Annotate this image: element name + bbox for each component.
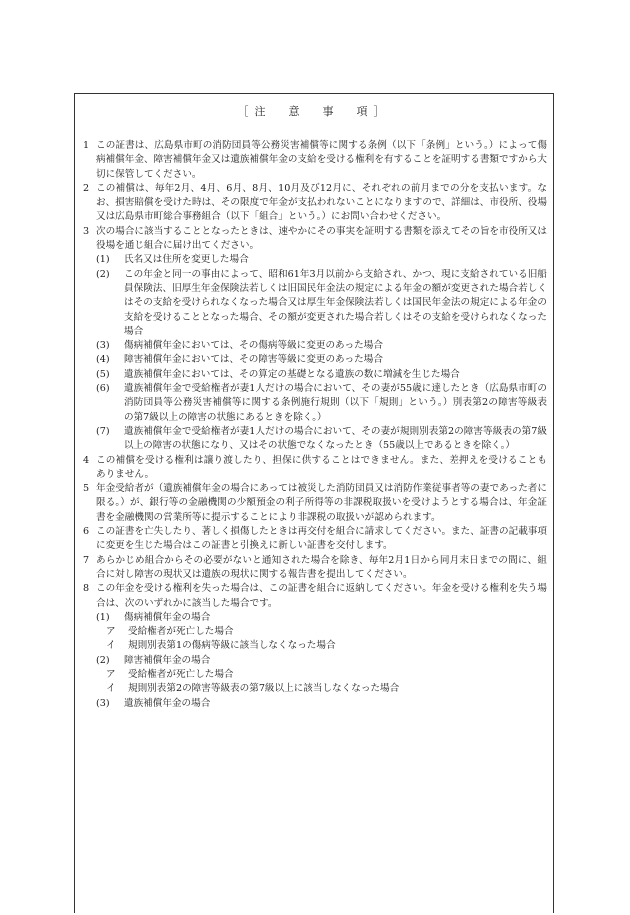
- subitem-text: この年金と同一の事由によって、昭和61年3月以前から支給され、かつ、現に支給されている旧船員保険法、旧厚生年金保険法若しくは旧国民年金法の規定による年金の額が変更された場合若しくはその支給を受けられなくなった場合又は厚生年金保険法若しくは国民年金法の規定による年金の支給を受けることとなった場合、その額が変更された場合若しくはその支給を受けられなくなった場合: [124, 268, 547, 337]
- notice-subsubitem: [83, 682, 547, 696]
- subitem-number: (7): [96, 425, 110, 437]
- item-text: この証書は、広島県市町の消防団員等公務災害補償等に関する条例（以下「条例」という。）によって傷病補償年金、障害補償年金又は遺族補償年金の支給を受ける権利を有することを証明する書類ですから大切に保管してください。: [96, 140, 547, 180]
- subitem-text: 遺族補償年金の場合: [124, 697, 211, 709]
- notice-item: [83, 525, 547, 554]
- notice-subitem: [83, 611, 547, 625]
- item-text: あらかじめ組合からその必要がないと通知された場合を除き、毎年2月1日から同月末日までの間に、組合に対し障害の現状又は遺族の現状に関する報告書を提出してください。: [96, 554, 547, 580]
- subitem-text: 傷病補償年金においては、その傷病等級に変更のあった場合: [124, 340, 383, 352]
- notice-subsubitem: [83, 625, 547, 639]
- item-text: 年金受給者が（遺族補償年金の場合にあっては被災した消防団員又は消防作業従事者等の妻であった者に限る。）が、銀行等の金融機関の少額預金の利子所得等の非課税取扱いを受けようとする場合は、年金証書を金融機関の営業所等に提示することにより非課税の取扱いが認められます。: [96, 483, 547, 523]
- notice-item: [83, 139, 547, 182]
- notice-item: [83, 225, 547, 254]
- subitem-number: (5): [96, 368, 110, 380]
- notice-heading: ［注 意 事 項］: [237, 105, 391, 118]
- subitem-number: (4): [96, 354, 110, 366]
- item-number: 1: [83, 140, 90, 151]
- item-text: この補償を受ける権利は譲り渡したり、担保に供することはできません。また、差押えを受けることもありません。: [96, 454, 547, 480]
- item-text: 次の場合に該当することとなったときは、速やかにその事実を証明する書類を添えてその旨を市役所又は役場を通じ組合に届け出てください。: [96, 225, 547, 252]
- item-text: この補償は、毎年2月、4月、6月、8月、10月及び12月に、それぞれの前月までの分を支払います。なお、損害賠償を受けた時は、その限度で年金が支払われないことになりますので、詳細は、市役所、役場又は広島県市町総合事務組合（以下「組合」という。）にお問い合わせください。: [96, 182, 547, 223]
- notice-item: [83, 482, 547, 525]
- subsubitem-number: ア: [106, 668, 116, 680]
- subitem-text: 障害補償年金の場合: [124, 654, 211, 666]
- item-number: 3: [83, 225, 90, 237]
- subsubitem-number: イ: [106, 640, 116, 652]
- subitem-number: (1): [96, 254, 110, 266]
- item-number: 2: [83, 182, 90, 194]
- notice-subsubitem: [83, 668, 547, 682]
- subitem-number: (3): [96, 340, 110, 352]
- subitem-number: (2): [96, 268, 110, 280]
- item-text: この証書を亡失したり、著しく損傷したときは再交付を組合に請求してください。また、証書の記載事項に変更を生じた場合はこの証書と引換えに新しい証書を交付します。: [96, 526, 547, 552]
- notice-subitem: [83, 654, 547, 668]
- notice-item: [83, 582, 547, 611]
- subitem-text: 氏名又は住所を変更した場合: [124, 254, 249, 266]
- notice-subitem: [83, 353, 547, 367]
- subitem-number: (6): [96, 383, 110, 395]
- subitem-text: 遺族補償年金で受給権者が妻1人だけの場合において、その妻が55歳に達したとき（広島県市町の消防団員等公務災害補償等に関する条例施行規則（以下「規則」という。）別表第2の障害等級表の第7級以上の障害の状態にあるときを除く。）: [124, 383, 547, 423]
- item-number: 8: [83, 583, 90, 595]
- notice-subitem: [83, 339, 547, 353]
- subitem-number: (2): [96, 654, 110, 666]
- subitem-text: 傷病補償年金の場合: [124, 611, 211, 623]
- notice-item: [83, 454, 547, 483]
- item-number: 7: [83, 554, 90, 566]
- item-number: 6: [83, 526, 90, 538]
- notice-subitem: [83, 253, 547, 267]
- notice-subitem: [83, 697, 547, 711]
- notice-body: [75, 139, 553, 711]
- subitem-text: 遺族補償年金においては、その算定の基礎となる遺族の数に増減を生じた場合: [124, 368, 460, 380]
- notice-subitem: [83, 268, 547, 339]
- notice-item: [83, 182, 547, 225]
- notice-subitem: [83, 368, 547, 382]
- subsubitem-text: 規則別表第1の傷病等級に該当しなくなった場合: [128, 640, 336, 652]
- notice-subitem: [83, 425, 547, 454]
- subitem-number: (1): [96, 611, 110, 623]
- notice-subitem: [83, 382, 547, 425]
- subsubitem-text: 受給権者が死亡した場合: [128, 668, 234, 680]
- item-number: 5: [83, 483, 90, 495]
- subsubitem-text: 規則別表第2の障害等級表の第7級以上に該当しなくなった場合: [128, 683, 400, 695]
- item-number: 4: [83, 454, 90, 466]
- subitem-text: 遺族補償年金で受給権者が妻1人だけの場合において、その妻が規則別表第2の障害等級表の第7級以上の障害の状態になり、又はその状態でなくなったとき（55歳以上であるときを除く。）: [124, 425, 547, 452]
- subsubitem-text: 受給権者が死亡した場合: [128, 626, 234, 638]
- subitem-text: 障害補償年金においては、その障害等級に変更のあった場合: [124, 354, 383, 366]
- notice-document: [74, 93, 554, 913]
- subsubitem-number: イ: [106, 683, 116, 695]
- notice-subsubitem: [83, 639, 547, 653]
- notice-item: [83, 554, 547, 583]
- item-text: この年金を受ける権利を失った場合は、この証書を組合に返納してください。年金を受ける権利を失う場合は、次のいずれかに該当した場合です。: [96, 583, 547, 609]
- subsubitem-number: ア: [106, 626, 116, 638]
- subitem-number: (3): [96, 697, 110, 709]
